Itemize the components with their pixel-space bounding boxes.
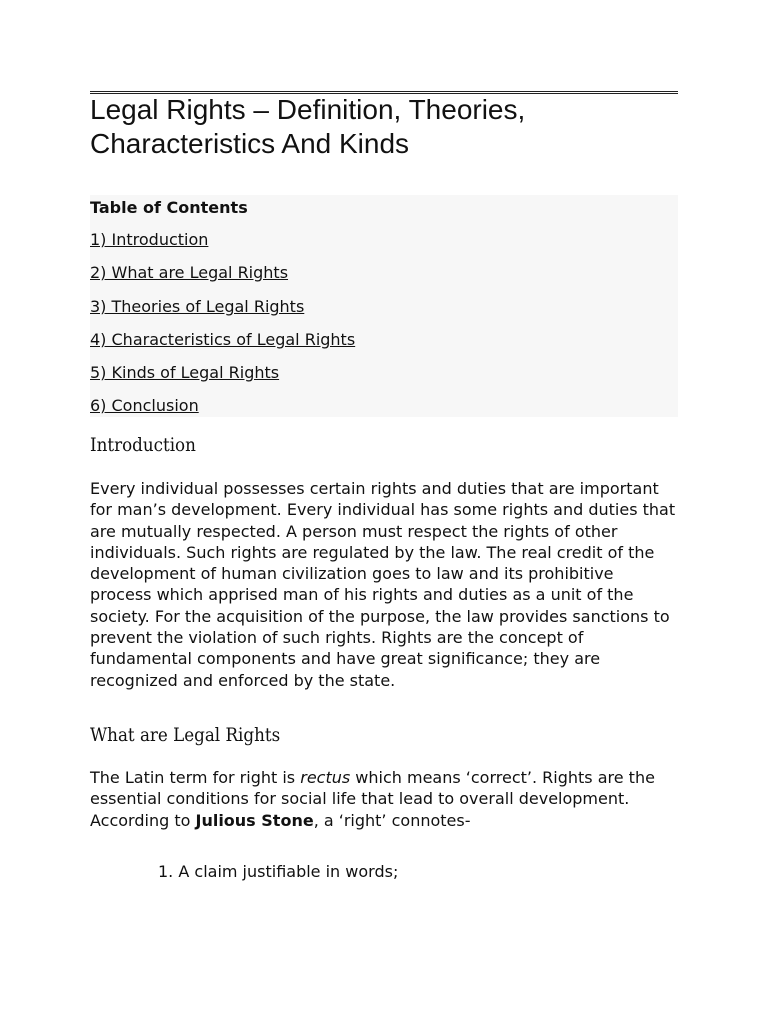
legal-rights-heading: What are Legal Rights bbox=[90, 724, 281, 746]
table-of-contents bbox=[90, 195, 678, 417]
legal-rights-text-3: , a ‘right’ connotes- bbox=[313, 810, 471, 830]
list-item-number: 1. bbox=[158, 862, 174, 881]
legal-rights-text-1: The Latin term for right is bbox=[90, 768, 301, 787]
introduction-heading: Introduction bbox=[90, 434, 196, 456]
toc-link-introduction[interactable]: 1) Introduction bbox=[90, 230, 209, 249]
toc-link-kinds[interactable]: 5) Kinds of Legal Rights bbox=[90, 363, 280, 382]
author-name: Julious Stone bbox=[195, 810, 314, 830]
latin-term: rectus bbox=[300, 768, 351, 787]
legal-rights-text-2: which means ‘correct’. Rights are the essential conditions for social life that lead to overall development. According to bbox=[90, 768, 655, 830]
toc-link-characteristics[interactable]: 4) Characteristics of Legal Rights bbox=[90, 330, 356, 349]
page-title: Legal Rights – Definition, Theories, Characteristics And Kinds bbox=[90, 94, 526, 159]
toc-heading: Table of Contents bbox=[90, 198, 248, 217]
list-item bbox=[158, 862, 398, 881]
toc-link-theories[interactable]: 3) Theories of Legal Rights bbox=[90, 297, 305, 316]
toc-link-what-are-legal-rights[interactable]: 2) What are Legal Rights bbox=[90, 263, 289, 282]
legal-rights-paragraph bbox=[90, 767, 678, 831]
toc-link-conclusion[interactable]: 6) Conclusion bbox=[90, 396, 199, 415]
introduction-paragraph: Every individual possesses certain rights and duties that are important for man’s development. Every individual has some rights and duties that are mutually respected. A person must respect the rights of other individuals. Such rights are regulated by the law. The real credit of the development of human civilization goes to law and its prohibitive process which apprised man of his rights and duties as a unit of the society. For the acquisition of the purpose, the law provides sanctions to prevent the violation of such rights. Rights are the concept of fundamental components and have great significance; they are recognized and enforced by the state. bbox=[90, 479, 676, 690]
list-item-text: A claim justifiable in words; bbox=[178, 862, 399, 881]
